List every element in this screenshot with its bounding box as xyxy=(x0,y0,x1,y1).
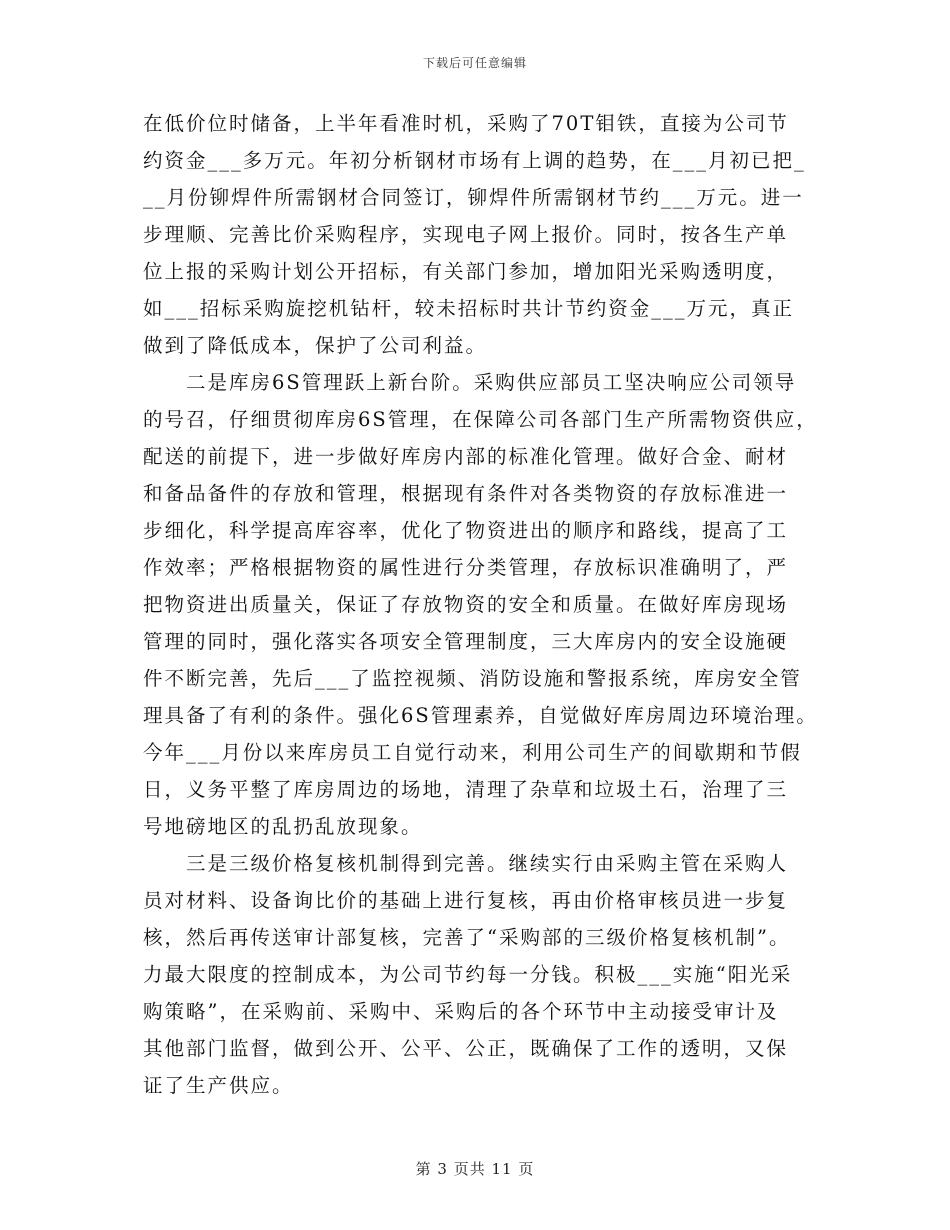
page-header: 下载后可任意编辑 xyxy=(422,56,527,70)
text-line: 今年___月份以来库房员工自觉行动来，利用公司生产的间歇期和节假 xyxy=(143,741,802,764)
text-line: 三是三级价格复核机制得到完善。继续实行由采购主管在采购人 xyxy=(143,852,789,875)
text-line: 如___招标采购旋挖机钻杆，较未招标时共计节约资金___万元，真正 xyxy=(143,297,795,320)
text-line: 和备品备件的存放和管理，根据现有条件对各类物资的存放标准进一 xyxy=(143,482,789,505)
text-line: 的号召，仔细贯彻库房6S管理，在保障公司各部门生产所需物资供应， xyxy=(143,408,818,431)
page-footer: 第 3 页共 11 页 xyxy=(415,1160,535,1178)
text-line: 其他部门监督，做到公开、公平、公正，既确保了工作的透明，又保 xyxy=(143,1037,789,1060)
text-line: 购策略”，在采购前、采购中、采购后的各个环节中主动接受审计及 xyxy=(143,1000,779,1023)
body-text xyxy=(143,105,823,1104)
text-line: 号地磅地区的乱扔乱放现象。 xyxy=(143,815,423,838)
text-line: 作效率；严格根据物资的属性进行分类管理，存放标识准确明了，严 xyxy=(143,556,789,579)
text-line: 位上报的采购计划公开招标，有关部门参加，增加阳光采购透明度， xyxy=(143,260,789,283)
text-line: 步理顺、完善比价采购程序，实现电子网上报价。同时，按各生产单 xyxy=(143,223,789,246)
text-line: 在低价位时储备，上半年看准时机，采购了70T钼铁，直接为公司节 xyxy=(143,112,789,135)
text-line: 日，义务平整了库房周边的场地，清理了杂草和垃圾土石，治理了三 xyxy=(143,778,789,801)
text-line: 约资金___多万元。年初分析钢材市场有上调的趋势，在___月初已把_ xyxy=(143,149,806,172)
text-line: 理具备了有利的条件。强化6S管理素养，自觉做好库房周边环境治理。 xyxy=(143,704,818,727)
text-line: 配送的前提下，进一步做好库房内部的标准化管理。做好合金、耐材 xyxy=(143,445,789,468)
text-line: 把物资进出质量关，保证了存放物资的安全和质量。在做好库房现场 xyxy=(143,593,789,616)
text-line: 证了生产供应。 xyxy=(143,1074,294,1097)
text-line: 件不断完善，先后___了监控视频、消防设施和警报系统，库房安全管 xyxy=(143,667,802,690)
text-line: __月份铆焊件所需钢材合同签订，铆焊件所需钢材节约___万元。进一 xyxy=(143,186,804,209)
text-line: 步细化，科学提高库容率，优化了物资进出的顺序和路线，提高了工 xyxy=(143,519,789,542)
text-line: 员对材料、设备询比价的基础上进行复核，再由价格审核员进一步复 xyxy=(143,889,789,912)
text-line: 核，然后再传送审计部复核，完善了“采购部的三级价格复核机制”。 xyxy=(143,926,791,949)
text-line: 力最大限度的控制成本，为公司节约每一分钱。积极___实施“阳光采 xyxy=(143,963,793,986)
text-line: 做到了降低成本，保护了公司利益。 xyxy=(143,334,488,357)
text-line: 二是库房6S管理跃上新台阶。采购供应部员工坚决响应公司领导 xyxy=(143,371,797,394)
text-line: 管理的同时，强化落实各项安全管理制度，三大库房内的安全设施硬 xyxy=(143,630,789,653)
